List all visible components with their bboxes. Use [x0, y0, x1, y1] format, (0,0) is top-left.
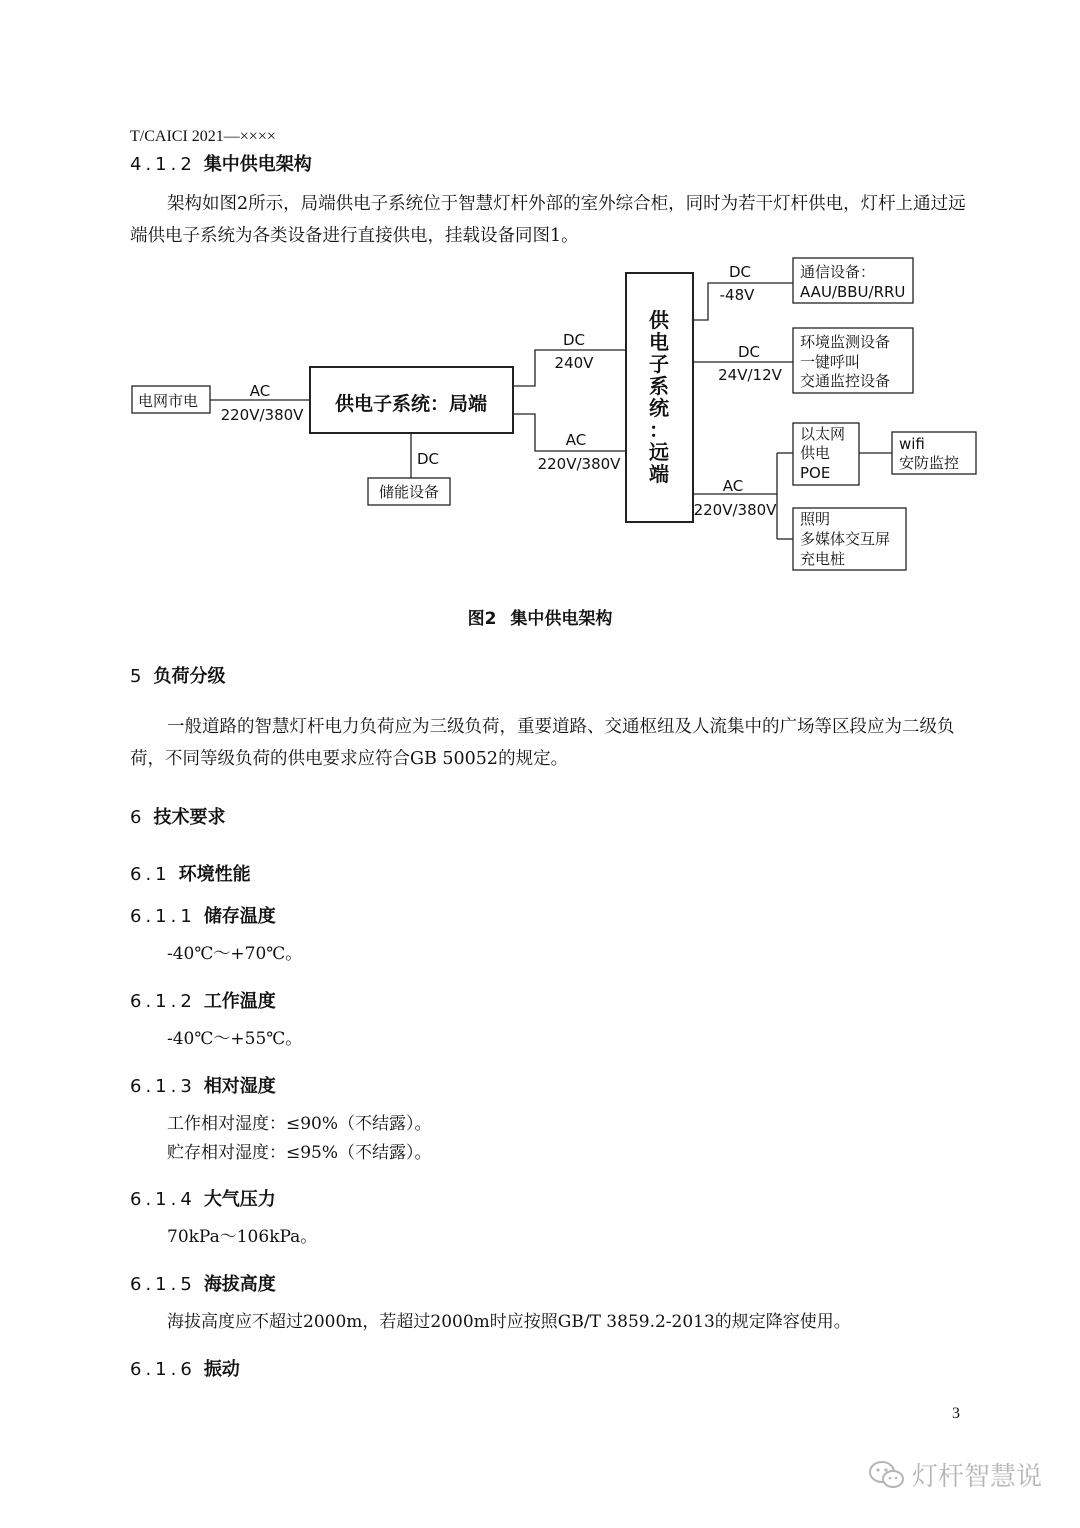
page-number: 3	[952, 1405, 960, 1422]
heading-6-1-3	[130, 1072, 276, 1098]
heading-number: 6.1.5	[130, 1274, 196, 1295]
ac-mid-label-top: AC	[565, 431, 587, 449]
paragraph-load-grading: 一般道路的智慧灯杆电力负荷应为三级负荷，重要道路、交通枢纽及人流集中的广场等区段应为二级负荷，不同等级负荷的供电要求应符合GB 50052的规定。	[130, 717, 955, 769]
wechat-icon	[868, 1459, 906, 1491]
heading-6	[130, 803, 225, 829]
ac-in-label-top: AC	[249, 382, 271, 400]
heading-title: 工作温度	[203, 991, 276, 1012]
heading-number: 5	[130, 666, 146, 687]
env-label-3: 交通监控设备	[800, 372, 891, 390]
ac-out-label-top: AC	[722, 477, 744, 495]
heading-title: 振动	[203, 1359, 240, 1380]
figure-label: 图2	[467, 609, 497, 629]
light-label-2: 多媒体交互屏	[800, 530, 891, 548]
heading-6-1-5	[130, 1270, 276, 1296]
remote-char-5: 统	[649, 396, 669, 420]
heading-number: 6.1.1	[130, 906, 196, 927]
heading-number: 4.1.2	[130, 154, 196, 175]
heading-6-1-2	[130, 987, 276, 1013]
heading-6-1-4	[130, 1185, 276, 1211]
paragraph-architecture: 架构如图2所示，局端供电子系统位于智慧灯杆外部的室外综合柜，同时为若干灯杆供电，灯杆上通过远端供电子系统为各类设备进行直接供电，挂载设备同图1。	[130, 194, 966, 246]
heading-title: 技术要求	[153, 807, 226, 828]
ac-mid-label-bottom: 220V/380V	[537, 455, 621, 473]
env-label-2: 一键呼叫	[800, 353, 861, 371]
heading-title: 储存温度	[203, 906, 276, 927]
comm-label-1: 通信设备：	[800, 263, 876, 281]
dc48-label-top: DC	[728, 263, 752, 281]
remote-char-3: 子	[649, 352, 669, 376]
heading-number: 6.1.6	[130, 1359, 196, 1380]
heading-6-1-1	[130, 902, 276, 928]
wifi-label-1: wifi	[899, 435, 925, 453]
heading-6-1-6	[130, 1355, 240, 1381]
env-label-1: 环境监测设备	[800, 333, 891, 351]
watermark	[868, 1456, 1042, 1493]
dc24-label-top: DC	[737, 343, 761, 361]
altitude-text: 海拔高度应不超过2000m，若超过2000m时应按照GB/T 3859.2-2013的规定降容使用。	[167, 1312, 851, 1332]
remote-char-1: 供	[649, 308, 669, 332]
working-temp-text: -40℃～+55℃。	[167, 1029, 303, 1049]
heading-title: 大气压力	[203, 1189, 276, 1210]
light-label-1: 照明	[800, 510, 831, 528]
ac-out-label-bottom: 220V/380V	[693, 501, 777, 519]
watermark-text: 灯杆智慧说	[912, 1462, 1043, 1492]
remote-char-2: 电	[649, 330, 669, 354]
grid-label: 电网市电	[138, 392, 199, 410]
figure-title: 集中供电架构	[510, 609, 613, 629]
dc24-label-bottom: 24V/12V	[718, 366, 782, 384]
storage-humidity-text: 贮存相对湿度：≤95%（不结露）。	[167, 1143, 432, 1163]
heading-5	[130, 662, 225, 688]
poe-label-1: 以太网	[800, 425, 846, 443]
heading-title: 环境性能	[178, 864, 251, 885]
working-humidity-text: 工作相对湿度：≤90%（不结露）。	[167, 1114, 432, 1134]
heading-title: 相对湿度	[203, 1076, 276, 1097]
dc48-label-bottom: -48V	[719, 286, 755, 304]
wifi-label-2: 安防监控	[899, 454, 960, 472]
storage-dc-label: DC	[417, 450, 440, 468]
pressure-text: 70kPa～106kPa。	[167, 1227, 318, 1247]
ac-in-label-bottom: 220V/380V	[220, 406, 304, 424]
heading-number: 6	[130, 807, 146, 828]
dc240-label-top: DC	[562, 331, 586, 349]
dc240-label-bottom: 240V	[554, 354, 594, 372]
document-number: T/CAICI 2021—××××	[130, 128, 276, 145]
storage-label: 储能设备	[378, 483, 440, 501]
figure-caption	[0, 604, 1080, 629]
storage-temp-text: -40℃～+70℃。	[167, 944, 303, 964]
light-label-3: 充电桩	[800, 550, 846, 568]
remote-char-7: 远	[649, 440, 669, 464]
heading-title: 负荷分级	[153, 666, 226, 687]
remote-char-6: ：	[649, 418, 669, 442]
heading-number: 6.1.2	[130, 991, 196, 1012]
heading-title: 集中供电架构	[203, 154, 312, 175]
heading-6-1	[130, 860, 251, 886]
remote-char-8: 端	[649, 462, 669, 486]
heading-title: 海拔高度	[203, 1274, 276, 1295]
heading-number: 6.1	[130, 864, 171, 885]
heading-number: 6.1.3	[130, 1076, 196, 1097]
heading-number: 6.1.4	[130, 1189, 196, 1210]
remote-char-4: 系	[649, 374, 669, 398]
local-label: 供电子系统：局端	[334, 393, 488, 415]
poe-label-2: 供电	[800, 444, 831, 462]
poe-label-3: POE	[800, 464, 831, 482]
power-supply-diagram	[0, 0, 1080, 600]
comm-label-2: AAU/BBU/RRU	[800, 283, 906, 301]
